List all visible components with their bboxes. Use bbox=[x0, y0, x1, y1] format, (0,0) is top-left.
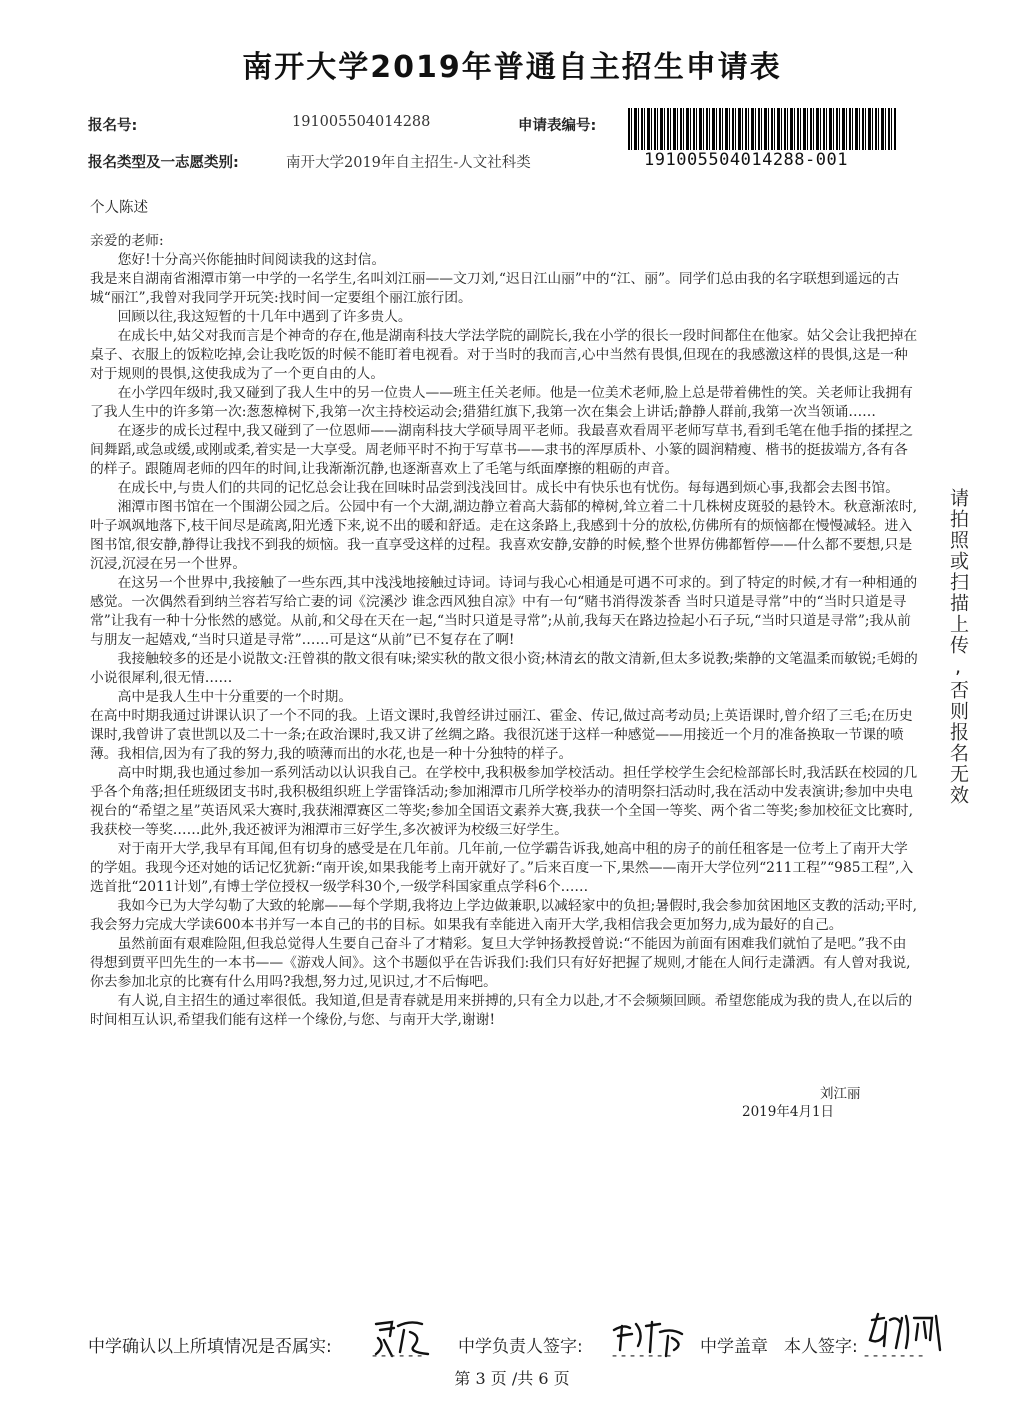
page-number: 第 3 页 /共 6 页 bbox=[454, 1369, 570, 1388]
section-title: 个人陈述 bbox=[90, 200, 148, 216]
underline-1: ------ bbox=[370, 1346, 425, 1364]
category-value: 南开大学2019年自主招生-人文社科类 bbox=[286, 155, 531, 171]
statement-paragraph: 您好!十分高兴你能抽时间阅读我的这封信。 bbox=[117, 252, 386, 268]
statement-paragraph: 在高中时期我通过讲课认识了一个不同的我。上语文课时,我曾经讲过丽江、霍金、传记,做过高考动员;上英语课时,曾介绍了三毛;在历史课时,我曾讲了袁世凯以及二十一条;在政治课时,我又讲了丝绸之路。我很沉迷于这样一种感觉——用接近一个月的准备换取一节课的喷薄。我相信,因为有了我的努力,我的喷薄而出的水花,也是一种十分独特的样子。 bbox=[90, 708, 913, 762]
statement-paragraph: 回顾以往,我这短暂的十几年中遇到了许多贵人。 bbox=[117, 309, 412, 325]
underline-3: ------- bbox=[862, 1346, 926, 1364]
statement-paragraph: 高中是我人生中十分重要的一个时期。 bbox=[117, 689, 353, 705]
app-no-label: 申请表编号: bbox=[518, 118, 597, 134]
statement-greeting: 亲爱的老师: bbox=[90, 233, 164, 249]
statement-paragraph: 我如今已为大学勾勒了大致的轮廓——每个学期,我将边上学边做兼职,以减轻家中的负担;暑假时,我会参加贫困地区支教的活动;平时,我会努力完成大学读600本书并写一本自己的书的目标。如果我有幸能进入南开大学,我相信我会更加努力,成为最好的自己。 bbox=[90, 898, 918, 933]
verify-label: 中学确认以上所填情况是否属实: bbox=[88, 1337, 332, 1357]
statement-paragraph: 在这另一个世界中,我接触了一些东西,其中浅浅地接触过诗词。诗词与我心心相通是可遇不可求的。到了特定的时候,才有一种相通的感觉。一次偶然看到纳兰容若写给亡妻的词《浣溪沙 谁念西风独自凉》中有一句“赌书消得泼茶香 当时只道是寻常”中的“当时只道是寻常”让我有一种十分怅然的感觉。从前,和父母在天在一起,“当时只道是寻常”;从前,我每天在路边捡起小石子玩,“当时只道是寻常”;我从前与朋友一起嬉戏,“当时只道是寻常”……可是这“从前”已不复存在了啊! bbox=[90, 575, 918, 648]
barcode-number: 191005504014288-001 bbox=[644, 150, 848, 170]
confirmation-row bbox=[88, 1324, 948, 1372]
reg-no-value: 191005504014288 bbox=[292, 114, 431, 130]
reg-no-label: 报名号: bbox=[88, 118, 138, 134]
statement-paragraph: 有人说,自主招生的通过率很低。我知道,但是青春就是用来拼搏的,只有全力以赴,才不会频频回顾。希望您能成为我的贵人,在以后的时间相互认识,希望我们能有这样一个缘份,与您、与南开大学,谢谢! bbox=[90, 993, 913, 1028]
statement-paragraph: 对于南开大学,我早有耳闻,但有切身的感受是在几年前。几年前,一位学霸告诉我,她高中租的房子的前任租客是一位考上了南开大学的学姐。我现今还对她的话记忆犹新:“南开诶,如果我能考上南开就好了。”后来百度一下,果然——南开大学位列“211工程”“985工程”,入选首批“2011计划”,有博士学位授权一级学科30个,一级学科国家重点学科6个…… bbox=[90, 841, 914, 895]
statement-date: 2019年4月1日 bbox=[742, 1104, 835, 1120]
form-title: 南开大学2019年普通自主招生申请表 bbox=[242, 50, 782, 85]
self-signature-label: 本人签字: bbox=[784, 1337, 858, 1357]
statement-paragraph: 高中时期,我也通过参加一系列活动以认识我自己。在学校中,我积极参加学校活动。担任学校学生会纪检部部长时,我活跃在校园的几乎各个角落;担任班级团支书时,我积极组织班上学雷锋活动;参加湘潭市几所学校举办的清明祭扫活动时,我在活动中发表演讲;参加中央电视台的“希望之星”英语风采大赛时,我获湘潭赛区二等奖;参加全国语文素养大赛,我获一个全国一等奖、两个省二等奖;参加校征文比赛时,我获校一等奖……此外,我还被评为湘潭市三好学生,多次被评为校级三好学生。 bbox=[90, 765, 918, 838]
side-note: 请拍照或扫描上传,否则报名无效 bbox=[947, 488, 969, 806]
statement-paragraph: 我接触较多的还是小说散文:汪曾祺的散文很有味;梁实秋的散文很小资;林清玄的散文清新,但太多说教;柴静的文笔温柔而敏锐;毛姆的小说很犀利,很无情…… bbox=[90, 651, 918, 686]
statement-paragraph: 湘潭市图书馆在一个围湖公园之后。公园中有一个大湖,湖边静立着高大蓊郁的樟树,耸立着二十几株树皮斑驳的悬铃木。秋意渐浓时,叶子飒飒地落下,枝干间尽是疏离,阳光透下来,说不出的暖和舒适。走在这条路上,我感到十分的放松,仿佛所有的烦恼都在慢慢减轻。进入图书馆,很安静,静得让我找不到我的烦恼。我一直享受这样的过程。我喜欢安静,安静的时候,整个世界仿佛都暂停——什么都不要想,只是沉浸,沉浸在另一个世界。 bbox=[90, 499, 918, 572]
statement-paragraph: 我是来自湖南省湘潭市第一中学的一名学生,名叫刘江丽——文刀刘,“迟日江山丽”中的“江、丽”。同学们总由我的名字联想到遥远的古城“丽江”,我曾对我同学开玩笑:找时间一定要组个丽江旅行团。 bbox=[90, 271, 900, 306]
statement-paragraph: 虽然前面有艰难险阻,但我总觉得人生要自己奋斗了才精彩。复旦大学钟扬教授曾说:“不能因为前面有困难我们就怕了是吧。”我不由得想到贾平凹先生的一本书——《游戏人间》。这个书题似乎在告诉我们:我们只有好好把握了规则,才能在人间行走潇洒。有人曾对我说,你去参加北京的比赛有什么用吗?我想,努力过,见识过,才不后悔吧。 bbox=[90, 936, 911, 990]
principal-label: 中学负责人签字: bbox=[458, 1337, 583, 1357]
statement-signer: 刘江丽 bbox=[820, 1086, 861, 1102]
seal-label: 中学盖章 bbox=[700, 1337, 768, 1357]
statement-paragraph: 在成长中,姑父对我而言是个神奇的存在,他是湖南科技大学法学院的副院长,我在小学的很长一段时间都住在他家。姑父会让我把掉在桌子、衣服上的饭粒吃掉,会让我吃饭的时候不能盯着电视看。对于当时的我而言,心中当然有畏惧,但现在的我感激这样的畏惧,这是一种对于规则的畏惧,这使我成为了一个更自由的人。 bbox=[90, 328, 918, 382]
statement-paragraph: 在成长中,与贵人们的共同的记忆总会让我在回味时品尝到浅浅回甘。成长中有快乐也有忧伤。每每遇到烦心事,我都会去图书馆。 bbox=[117, 480, 899, 496]
underline-2: ------- bbox=[610, 1346, 674, 1364]
category-label: 报名类型及一志愿类别: bbox=[88, 155, 239, 171]
statement-paragraph: 在小学四年级时,我又碰到了我人生中的另一位贵人——班主任关老师。他是一位美术老师,脸上总是带着佛性的笑。关老师让我拥有了我人生中的许多第一次:葱葱樟树下,我第一次主持校运动会;猎猎红旗下,我第一次在集会上讲话;静静人群前,我第一次当领诵…… bbox=[90, 385, 913, 420]
personal-statement bbox=[90, 232, 918, 1030]
barcode bbox=[628, 108, 896, 150]
statement-paragraph: 在逐步的成长过程中,我又碰到了一位恩师——湖南科技大学硕导周平老师。我最喜欢看周平老师写草书,看到毛笔在他手指的揉捏之间舞蹈,或急或缓,或刚或柔,着实是一大享受。周老师平时不拘于写草书——隶书的浑厚质朴、小篆的圆润精瘦、楷书的挺拔端方,各有各的样子。跟随周老师的四年的时间,让我渐渐沉静,也逐渐喜欢上了毛笔与纸面摩擦的粗砺的声音。 bbox=[90, 423, 913, 477]
